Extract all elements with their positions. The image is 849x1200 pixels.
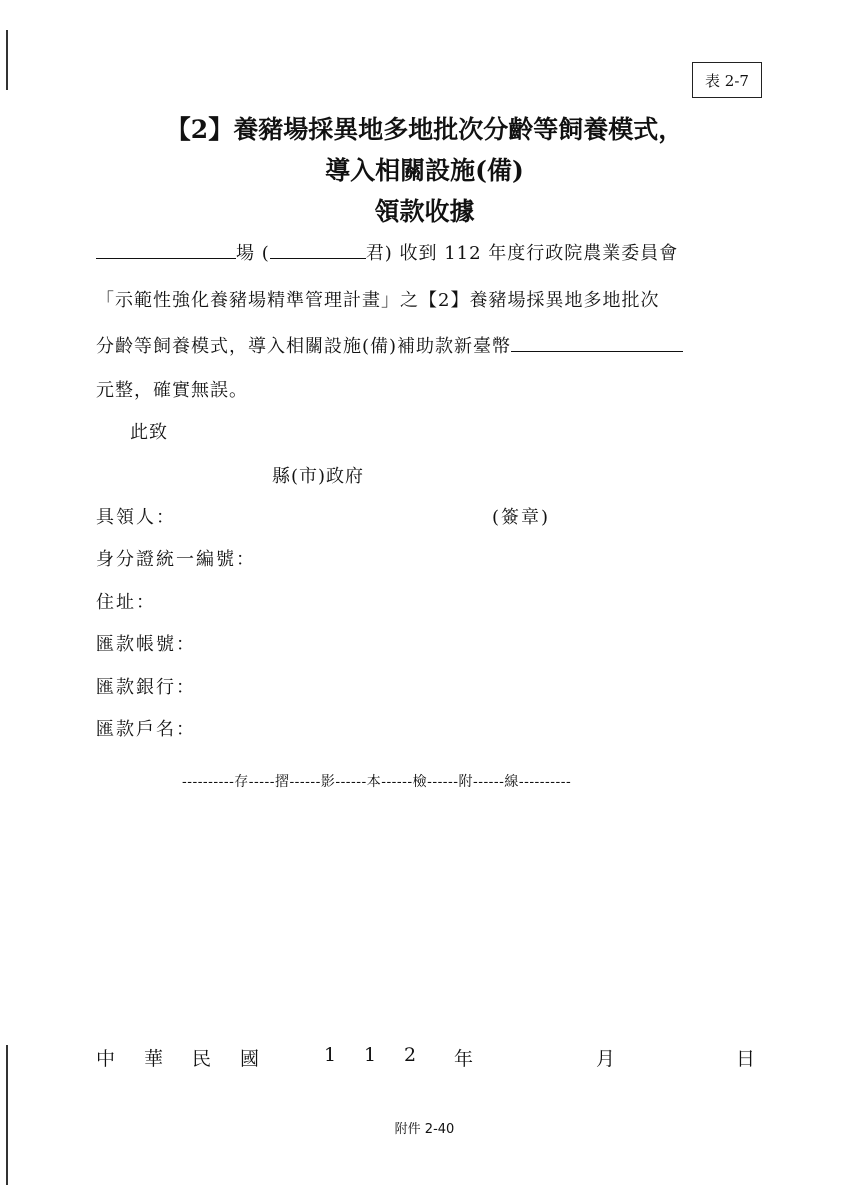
address-label: 住址：	[96, 592, 156, 613]
form-number-box: 表 2-7	[692, 62, 762, 98]
person-name-blank[interactable]	[270, 240, 366, 259]
date-year-digit-1: 1	[324, 1044, 337, 1066]
farm-suffix: 場 (	[236, 243, 270, 264]
title-line-2: 導入相關設施(備)	[325, 156, 524, 185]
id-number-label: 身分證統一編號：	[96, 549, 256, 570]
body-line-3-text: 分齡等飼養模式，導入相關設施(備)補助款新臺幣	[96, 336, 512, 357]
salutation: 此致	[130, 422, 168, 443]
amount-blank[interactable]	[511, 333, 683, 352]
scan-edge-mark	[6, 1045, 8, 1185]
date-char-min: 民	[192, 1048, 212, 1070]
body-line-2: 「示範性強化養豬場精準管理計畫」之【2】養豬場採異地多地批次	[96, 290, 660, 311]
title-line-1: 【2】養豬場採異地多地批次分齡等飼養模式，	[165, 115, 684, 144]
date-char-zhong: 中	[96, 1048, 116, 1070]
date-char-guo: 國	[240, 1048, 260, 1070]
claimant-label: 具領人：	[96, 507, 176, 528]
date-day-label: 日	[736, 1048, 756, 1070]
date-year-digit-2: 1	[364, 1044, 377, 1066]
body-line-4: 元整，確實無誤。	[96, 380, 248, 401]
account-number-label: 匯款帳號：	[96, 634, 196, 655]
date-year-label: 年	[454, 1048, 474, 1070]
body-line-1	[96, 239, 678, 265]
body-line-3	[96, 332, 683, 358]
person-suffix: 君) 收到 112 年度行政院農業委員會	[365, 243, 679, 264]
date-year-digit-3: 2	[404, 1044, 417, 1066]
passbook-cut-line: ----------存-----摺------影------本------檢------附------線----------	[182, 774, 572, 790]
recipient: 縣(市)政府	[272, 466, 365, 487]
title-line-3: 領款收據	[374, 197, 475, 226]
bank-label: 匯款銀行：	[96, 677, 196, 698]
date-month-label: 月	[596, 1048, 616, 1070]
signature-note: (簽章)	[492, 507, 551, 528]
farm-name-blank[interactable]	[96, 240, 236, 259]
scan-edge-mark	[6, 30, 8, 90]
page-footer: 附件 2-40	[394, 1122, 455, 1137]
date-char-hua: 華	[144, 1048, 164, 1070]
account-name-label: 匯款戶名：	[96, 719, 196, 740]
